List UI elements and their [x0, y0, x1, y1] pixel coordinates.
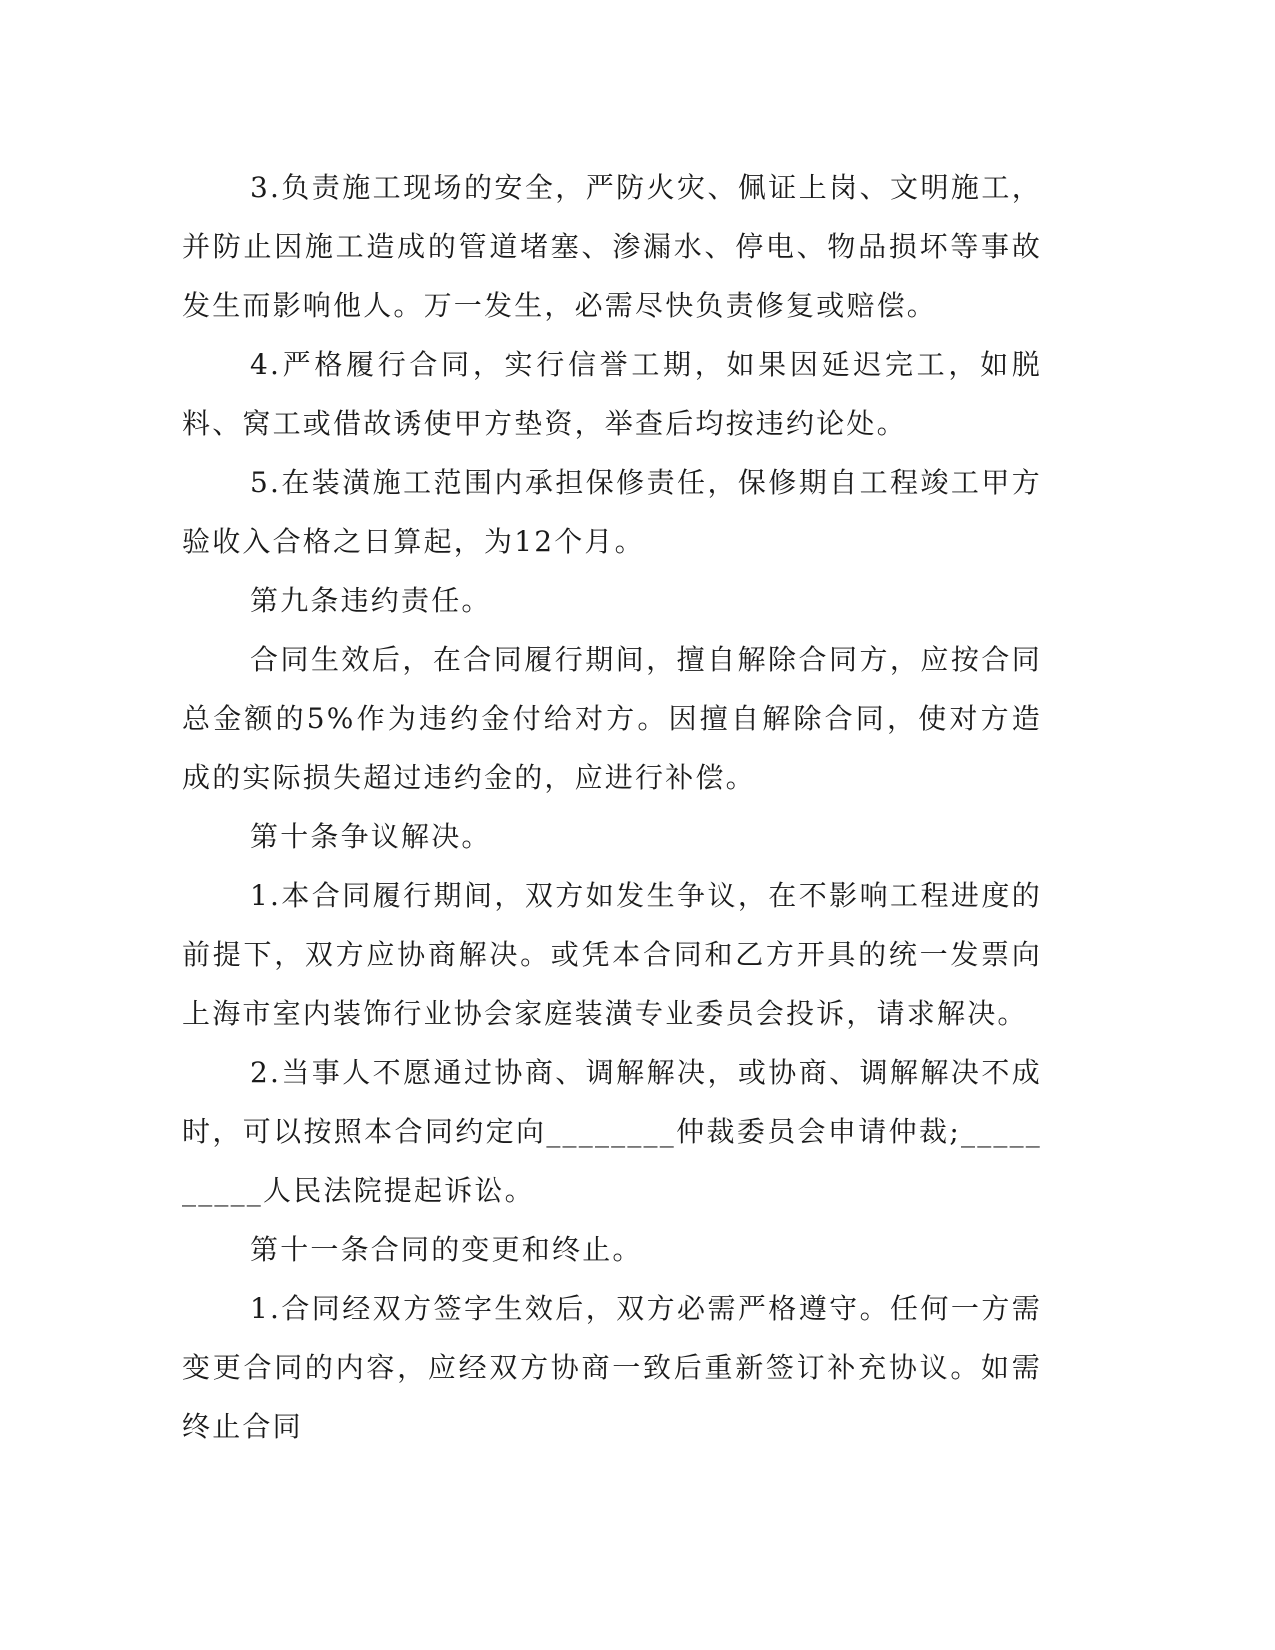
paragraph-clause-10-1: 1.本合同履行期间，双方如发生争议，在不影响工程进度的前提下，双方应协商解决。或凭本合同和乙方开具的统一发票向上海市室内装饰行业协会家庭装潢专业委员会投诉，请求解决。 — [182, 879, 1042, 1030]
paragraph-clause-11-1: 1.合同经双方签字生效后，双方必需严格遵守。任何一方需变更合同的内容，应经双方协商一致后重新签订补充协议。如需终止合同 — [182, 1292, 1042, 1443]
paragraph-clause-8-4: 4.严格履行合同，实行信誉工期，如果因延迟完工，如脱料、窝工或借故诱使甲方垫资，举查后均按违约论处。 — [182, 348, 1042, 440]
paragraph-clause-8-5: 5.在装潢施工范围内承担保修责任，保修期自工程竣工甲方验收入合格之日算起，为12个月。 — [182, 466, 1042, 558]
document-body — [182, 158, 1042, 1456]
heading-article-11: 第十一条合同的变更和终止。 — [250, 1233, 643, 1266]
paragraph-clause-10-2: 2.当事人不愿通过协商、调解解决，或协商、调解解决不成时，可以按照本合同约定向________仲裁委员会申请仲裁;__________人民法院提起诉讼。 — [182, 1056, 1042, 1207]
heading-article-10: 第十条争议解决。 — [250, 820, 492, 853]
paragraph-article-9-body: 合同生效后，在合同履行期间，擅自解除合同方，应按合同总金额的5%作为违约金付给对方。因擅自解除合同，使对方造成的实际损失超过违约金的，应进行补偿。 — [182, 643, 1042, 794]
paragraph-clause-8-3: 3.负责施工现场的安全，严防火灾、佩证上岗、文明施工，并防止因施工造成的管道堵塞、渗漏水、停电、物品损坏等事故发生而影响他人。万一发生，必需尽快负责修复或赔偿。 — [182, 171, 1042, 322]
heading-article-9: 第九条违约责任。 — [250, 584, 492, 617]
